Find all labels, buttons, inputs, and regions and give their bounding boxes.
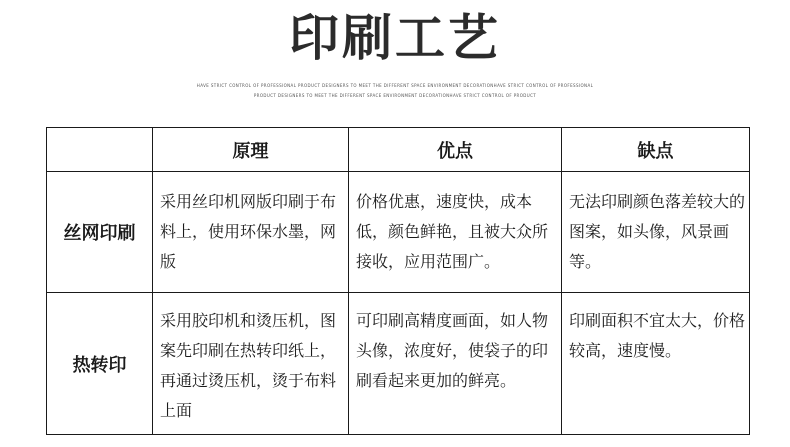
- row-label-heat-transfer: 热转印: [47, 293, 153, 435]
- advantages-text: 价格优惠，速度快，成本低，颜色鲜艳，且被大众所接收，应用范围广。: [356, 192, 549, 271]
- row-label-screen-printing: 丝网印刷: [47, 172, 153, 293]
- table-cell: [153, 172, 349, 293]
- subtitle-line-2: PRODUCT DESIGNERS TO MEET THE DIFFERENT SPACE ENVIRONMENT DECORATIONHAVE STRICT CONTROL OF PRODUCT: [253, 93, 537, 98]
- table-cell: [349, 293, 562, 435]
- page-title: 印刷工艺: [289, 9, 501, 67]
- printing-process-table: [46, 127, 750, 435]
- table-cell: [562, 172, 750, 293]
- principle-text: 采用胶印机和烫压机，图案先印刷在热转印纸上，再通过烫压机，烫于布料上面: [160, 311, 337, 420]
- subtitle-line-1: HAVE STRICT CONTROL OF PROFESSIONAL PRODUCT DESIGNERS TO MEET THE DIFFERENT SPACE ENVIRONMENT DECORATIONHAVE STRICT CONTROL OF PROFESSIONAL: [196, 83, 594, 88]
- advantages-text: 可印刷高精度画面，如人物头像，浓度好，使袋子的印刷看起来更加的鲜亮。: [356, 311, 549, 390]
- disadvantages-text: 印刷面积不宜太大，价格较高，速度慢。: [569, 311, 746, 360]
- table-row: [47, 172, 750, 293]
- header-cell-disadvantages: 缺点: [562, 128, 750, 172]
- table-cell: [153, 293, 349, 435]
- table-header-row: [47, 128, 750, 172]
- table-row: [47, 293, 750, 435]
- table-cell: [562, 293, 750, 435]
- header-cell-advantages: 优点: [349, 128, 562, 172]
- disadvantages-text: 无法印刷颜色落差较大的图案，如头像，风景画等。: [569, 192, 746, 271]
- principle-text: 采用丝印机网版印刷于布料上，使用环保水墨，网版: [160, 192, 337, 271]
- table-cell: [349, 172, 562, 293]
- header-cell-principle: 原理: [153, 128, 349, 172]
- header-cell-empty: [47, 128, 153, 172]
